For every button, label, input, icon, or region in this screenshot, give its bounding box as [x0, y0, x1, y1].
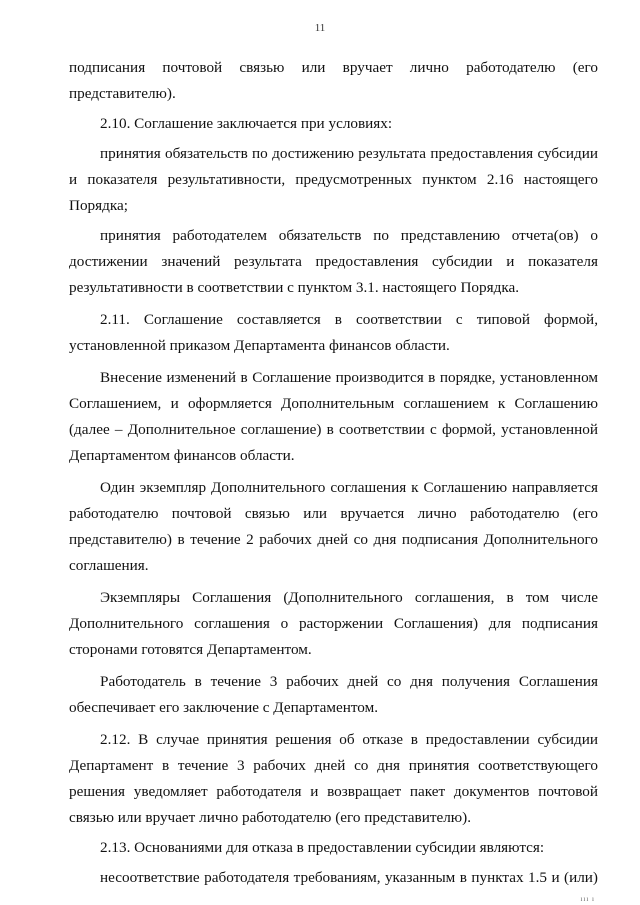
paragraph-2-11: 2.11. Соглашение составляется в соответствии с типовой формой, установленной приказом Департамента финансов области.: [69, 311, 598, 354]
paragraph-amendments: Внесение изменений в Соглашение производится в порядке, установленном Соглашением, и оформляется Дополнительным соглашением к Соглашению (далее – Дополнительное соглашение) в соответствии с формой, установленной Департаментом финансов области.: [69, 369, 598, 464]
paragraph-copies-prepared: Экземпляры Соглашения (Дополнительного соглашения, в том числе Дополнительного соглашения о расторжении Соглашения) для подписания сторонами готовятся Департаментом.: [69, 589, 598, 658]
paragraph-condition-2: принятия работодателем обязательств по представлению отчета(ов) о достижении значений результата предоставления субсидии и показателя результативности в соответствии с пунктом 3.1. настоящего Порядка.: [69, 227, 598, 296]
paragraph-condition-1: принятия обязательств по достижению результата предоставления субсидии и показателя результативности, предусмотренных пунктом 2.16 настоящего Порядка;: [69, 145, 598, 214]
paragraph-continuation: подписания почтовой связью или вручает лично работодателю (его представителю).: [69, 59, 598, 102]
scan-corner-mark: ııı ı: [580, 895, 595, 903]
paragraph-refusal-ground-1: несоответствие работодателя требованиям, указанным в пунктах 1.5 и (или): [100, 869, 598, 886]
document-body: [69, 55, 598, 891]
paragraph-2-12: 2.12. В случае принятия решения об отказе в предоставлении субсидии Департамент в течение 3 рабочих дней со дня принятия соответствующего решения уведомляет работодателя и возвращает пакет документов почтовой связью или вручает лично работодателю (его представителю).: [69, 731, 598, 826]
paragraph-2-10: 2.10. Соглашение заключается при условиях:: [100, 115, 393, 132]
paragraph-copy-delivery: Один экземпляр Дополнительного соглашения к Соглашению направляется работодателю почтовой связью или вручается лично работодателю (его представителю) в течение 2 рабочих дней со дня подписания Дополнительного соглашения.: [69, 479, 598, 574]
paragraph-employer-conclusion: Работодатель в течение 3 рабочих дней со дня получения Соглашения обеспечивает его заключение с Департаментом.: [69, 673, 598, 716]
paragraph-2-13: 2.13. Основаниями для отказа в предоставлении субсидии являются:: [100, 839, 545, 856]
page-number: 11: [314, 22, 326, 34]
